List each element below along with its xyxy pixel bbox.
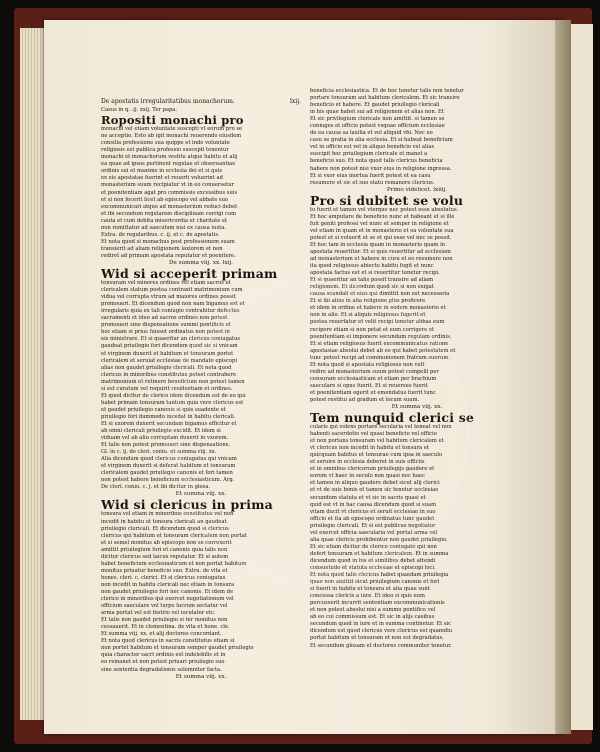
section-heading: Pro si dubitet se volu — [310, 192, 464, 208]
rubric: Et summa viij. xx. — [175, 491, 227, 498]
body-text-block: tonsuram vel minores ordines vel etiam sacros et clericalem statum postea contraxit matrimonium cum vidua vel corrupta vtrum ad maiores ordines possit promoueri. Et dicendum quod non nam bigamus est et irregularis quia ex tali coniugio contrahitur defectus sacramenti et ideo ad sacros ordines non potest promoueri sine dispensatione summi pontificis et hoc etiam si prius fuisset ordinatus non potest in eis ministrare. Et si quaeritur an clericus coniugatus gaudeat priuilegio fori dicendum quod sic si vnicam et virginem duxerit et habitum et tonsuram portet clericalem et seruiat ecclesiae de mandato episcopi alias non gaudet priuilegio clericali. Et nota quod clericus in minoribus constitutus potest contrahere matrimonium et retinere beneficium non potest tamen si est curatum vel requirit residentiam et ordines. Et quod dicitur de clerico idem dicendum est de eo qui habet primam tonsuram tantum quia vere clericus est et gaudet priuilegio canonis si quis suadente et priuilegio fori dummodo incedat in habitu clericali. Et si uxorem duxerit secundam bigamus efficitur et ab omni clericali priuilegio excidit. Et idem si viduam vel ab alio corruptam duxerit in vxorem. Et talis non potest promoueri sine dispensatione. Gl. in c. ij. de cleri. coniu. et summa viij. xx. Alia dicendum quod clericus coniugatus qui vnicam et virginem duxerit si deferat habitum et tonsuram clericalem gaudet priuilegio canonis et fori tamen non potest habere beneficium ecclesiasticum. Arg. De cleri. coniu. c. j. et ibi dicitur in glosa. — [101, 280, 246, 491]
rubric: Et summa viij. xx. — [391, 404, 443, 411]
facing-page — [571, 24, 593, 730]
book-gutter — [555, 20, 571, 734]
running-head: De apostatis irregularitatibus monachorum. lxij. — [101, 98, 301, 105]
body-text-block: beneficia ecclesiastica. Et de hoc tenetur talis non tenetur portare tonsuram aut habitum clericalem. Et sic transire beneficio et habere. Et gaudet priuilegio clericali in his quae habet sui ad religionem et alias non. Et Et sic privilegium clericale non amittit. si tamen se coniuges et officio potest vsquae officium ecclesiae de ea causa sa laxilia et vel aliquid vbi. Nec eo casu se gratia in alia ecclesia. Et si habeat beneficium vel in officio est vel in aliquo beneficio vel alias suscipit hoc priuilegium clericale et manet a beneficio suo. Et nota quod talis clericus beneficia habere non potest nisi vxor eius in religione ingressa. Et si vxor eius mortua fuerit potest et ea casu resumere et sic et suo statu remanere clericus. — [310, 88, 464, 186]
text-column-left — [101, 98, 301, 712]
body-text-block: cularis qui volens portare secularia vel teneat vel non habenti sacerdotio vel quasi beneficio vel officio et non portans tonsuram vel habitum clericalem et vt clericus non incedit in habitu et tonsura et quicquam habitus et tonsurae cum ipsa in saeculo et seruire in ecclesia deberet in suis officiis et in omnibus clericorum priuilegijs gaudere et eorum vt haec in seculo non quasi nec haec et tamen in aliquo gaudere debet sicut alij clerici et vt de suis bonis et tamen sic tenetur ecclesiae secundum statuta et vt sic in sacris quasi et quid est vt in hac causa dicendum quod si suam vitam ducit vt clericus et seruit ecclesiae in suo officio et ita ab episcopo ordinatus tunc gaudet priuilegio clericali. Et si est publicus negotiator vel exercet officia saecularia vel portat arma vel alia quae clericis prohibentur non gaudet priuilegio. Et sic etiam dicitur de clerico coniugato qui non defert tonsuram et habitum clericalem. Et in summa dicendum quod in his et similibus debet attendi consuetudo et statuta ecclesiae et episcopi loci. Et nota quod talis clericus habet quaedam priuilegia quae non amittit sicut priuilegium canonis et fori si fuerit in habitu et tonsura et alia quae sunt concessa clericis a iure. Et ideo si quis eum percusserit incurrit sententiam excommunicationis et non potest absolui nisi a summo pontifice vel ab eo cui commissum est. Et sic in alijs casibus secundum quod in iure et in summa continetur. Et sic dicendum est quod clericus vere clericus est quamdiu portat habitum et tonsuram et non est degradatus. Et secundum glosam et doctores communiter tenetur. — [310, 424, 453, 649]
rubric: Primo videlicet. lxiiij. — [386, 186, 448, 193]
body-text-block: to fuerit et tamen vel vterque nec potest esse absolutus. Et hoc amputare de beneficio nunc et habeant et si ille fuit geniti professi vel nunc et semper in religione et vel etiam in quam et in monasterio et ea voluntate sua potest et si voluerit et se et qui esse vel nec se possit. Et hoc tam in ecclesia quam in monasterio quam in apostata reuertitur. Et si quis reuertitur ad ecclesiam ad monasterium et habere in cura et eo resumere non ita quod religiosus abiecto habitu fugit et nunc apostata factus est et si reuertitur tenetur recipi. Et si quaeritur an talis possit transire ad aliam religionem. Et dicendum quod sic si non exigat causa scandali et eius qui dimittit non est necessaria Et si ibi alius in alia religione plus proficere et idem in ordine et habere in eodem monasterio et non in alio. Et si aliquis religiosus fugerit et postea reuertatur et velit recipi tenetur abbas eum recipere etiam si non petat et eum corrigere et poenitentiam ei imponere secundum regulam ordinis. Et si etiam religiosus fuerit excommunicatus ratione apostasiae absolui debet ab eo qui habet potestatem et tunc potest recipi ad communionem fratrum suorum. Et nota quod si apostata religiosus non vult redire ad monasterium suum potest compelli per censuram ecclesiasticam et etiam per brachium saeculare si opus fuerit. Et si reuersus fuerit et poenitentiam egerit et emendatus fuerit tunc potest restitui ad gradum et locum suum. — [310, 206, 459, 403]
book-page — [44, 20, 564, 734]
section-heading: Tem nunquid clerici se — [310, 410, 475, 426]
section-heading: Ropositi monachi pro — [101, 113, 244, 128]
rubric: De summa viij. xx. lxij. — [169, 259, 233, 266]
sub-head: Casus in q. .ij. xxij. Ter papa. — [101, 107, 178, 114]
section-heading: Wid si clericus in prima — [101, 497, 273, 513]
body-text-block: monachi vel etiam voluntate suscepti vt eorum pro se ne acceptio. Esto ab igit monachi reuerendo eiusdem consilia professione sua quippe et inde voluntate religiosis est publica professio suscepti tenentur monachi et monachorum vestitu atque habitu et alij ea quae ad ipsos pertinent regulae et obseruantiae ordinis sui et maxime in ecclesia dei et si quis ex eis apostatae fuerint et reuerti voluerint ad monasterium suum recipiatur vt in eo conuersetur et poenitentiam agat pro commissis excessibus suis et si non fecerit licet ab episcopo vel abbate suo excommunicari atque ad monasterium reduci debet et ibi secundum regularem disciplinam corrigi cum cauta et cum debita misericordia et charitate et non remittatur ad saeculum nisi ex causa iusta. Extra. de regularibus. c. ij. et c. de apostatis. Et nota quod si monachus post professionem suam transierit ad aliam religionem laxiorem et non rediret ad primam apostata reputatur et poenitere. — [101, 126, 243, 259]
folio-number: lxij. — [290, 98, 301, 105]
body-text-block: tonsura vel etiam in minoribus constitutus vel non incedit in habitu et tonsura clericali an gaudeat priuilegio clericali. Et dicendum quod si clericus clericus qui habitum et tonsuram clericalem non portat et si semel monitus ab episcopo non se correxerit amittit priuilegium fori et canonis quia talis non dicitur clericus sed laicus reputatur. Et si autem habet beneficium ecclesiasticum et non portat habitum monitus priuatur beneficio suo. Extra. de vita et hones. cleri. c. clerici. Et si clericus coniugatus non incedit in habitu clericali nec etiam in tonsura non gaudet priuilegio fori nec canonis. Et idem de clerico in minoribus qui exercet negotiationem vel officium saeculare vel turpe lucrum sectatur vel arma portat vel est histrio vel ioculator etc. Et talis non gaudet priuilegio si ter monitus non cessauerit. Et in clementina. de vita et hone. cle. Et summa viij. xx. et alij doctores concordant. Et nota quod clericus in sacris constitutus etiam si non portet habitum et tonsuram semper gaudet priuilegio quia character sacri ordinis est indelebilis et in eo remanet et non potest priuari priuilegio suo sine sententia degradationis solemniter facta. — [101, 511, 254, 673]
section-heading: Wid si acceperit primam — [101, 266, 278, 282]
rubric: Et summa viij. xx. — [175, 673, 227, 680]
text-column-right — [310, 88, 524, 730]
